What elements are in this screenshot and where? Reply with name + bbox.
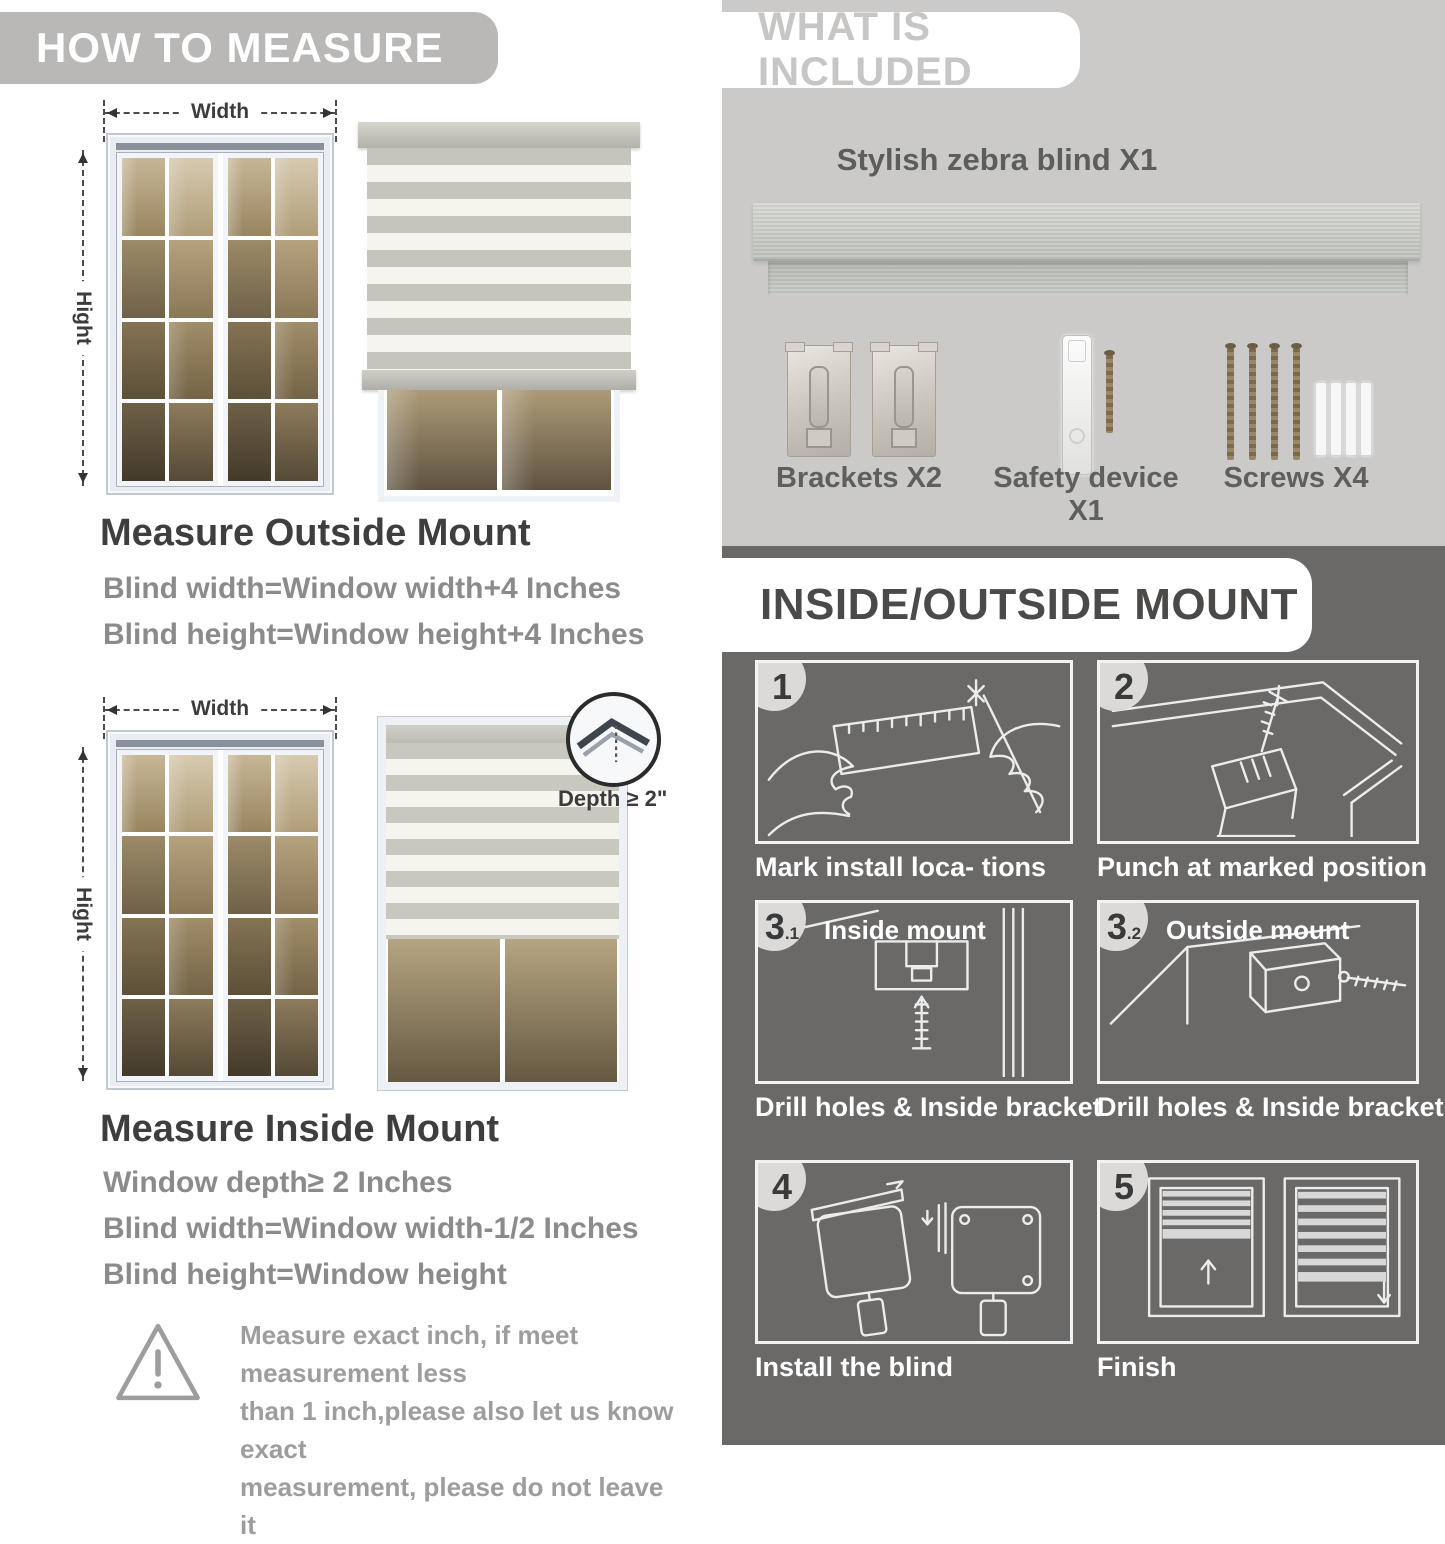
step-caption-3-2: Drill holes & Inside bracket: [1097, 1092, 1444, 1122]
step-panel-title: Outside mount: [1166, 915, 1350, 945]
arrow-up-icon: [78, 148, 88, 163]
how-to-measure-title: HOW TO MEASURE: [36, 24, 444, 71]
step-panel-title: Inside mount: [824, 915, 986, 945]
what-is-included-title: WHAT IS INCLUDED: [758, 5, 973, 94]
depth-magnifier-icon: [566, 692, 661, 787]
window-below-blind: [378, 390, 620, 502]
step-panel-1: [755, 660, 1073, 844]
what-is-included-banner: [722, 5, 1080, 94]
blind-headrail-product: [753, 203, 1420, 261]
step-number-badge: 2: [1097, 660, 1148, 711]
anchor-item-2: [1330, 382, 1342, 456]
bracket-item-1: [787, 345, 851, 457]
screws-label: Screws X4: [1223, 462, 1369, 494]
how-to-measure-banner: [0, 12, 498, 84]
mount-steps-section: [722, 546, 1445, 1445]
width-label: Width: [181, 697, 259, 721]
step-panel-3-1: [755, 900, 1073, 1084]
safety-device-label: Safety device X1: [993, 462, 1179, 527]
step1-mark-illustration: [762, 667, 1066, 837]
safety-device-item: [1062, 335, 1092, 475]
brackets-label: Brackets X2: [775, 462, 943, 494]
step-panel-5: [1097, 1160, 1419, 1344]
window-sash-left: [117, 153, 218, 486]
step-number-badge: 1: [755, 660, 806, 711]
anchor-item-4: [1360, 382, 1372, 456]
step-caption-2: Punch at marked position: [1097, 852, 1428, 882]
window-sash-right: [223, 750, 324, 1081]
blind-bottomrail: [362, 370, 636, 390]
arrow-down-icon: [78, 1068, 88, 1083]
window-below-blind: [386, 939, 619, 1082]
blind-headrail: [358, 122, 640, 148]
inside-mount-line3: Blind height=Window height: [103, 1258, 507, 1291]
safety-screw-item: [1106, 355, 1113, 433]
bracket-item-2: [872, 345, 936, 457]
step5-finish-illustration: [1104, 1167, 1412, 1337]
inside-mount-line1: Window depth≥ 2 Inches: [103, 1166, 453, 1199]
window-illustration-outside: [106, 133, 334, 495]
outside-mount-line2: Blind height=Window height+4 Inches: [103, 618, 645, 651]
step-panel-2: [1097, 660, 1419, 844]
what-is-included-section: [722, 0, 1445, 546]
anchor-item-1: [1315, 382, 1327, 456]
blind-roll-product: [768, 261, 1408, 295]
window-sash-right: [223, 153, 324, 486]
inside-outside-mount-title: INSIDE/OUTSIDE MOUNT: [760, 580, 1299, 629]
step4-install-illustration: [762, 1167, 1066, 1337]
window-top-frame: [116, 143, 324, 150]
depth-label: Depth ≥ 2": [558, 786, 668, 811]
screw-item-3: [1271, 348, 1278, 460]
inside-mount-line2: Blind width=Window width-1/2 Inches: [103, 1212, 639, 1245]
warning-triangle-icon: [112, 1318, 204, 1406]
window-sash-left: [117, 750, 218, 1081]
step-caption-1: Mark install loca- tions: [755, 852, 1047, 882]
warning-text: Measure exact inch, if meet measurement less than 1 inch,please also let us know exact measurement, please do not leave it: [240, 1320, 674, 1540]
height-label: Hight: [71, 877, 95, 951]
arrow-up-icon: [78, 745, 88, 760]
width-measure-arrow-inside: [104, 697, 336, 720]
screw-item-4: [1293, 348, 1300, 460]
inside-mount-title: Measure Inside Mount: [100, 1108, 500, 1150]
product-label: Stylish zebra blind X1: [836, 142, 1158, 177]
height-label: Hight: [71, 281, 95, 355]
step-number-badge: 4: [755, 1160, 806, 1211]
outside-mount-title: Measure Outside Mount: [100, 512, 531, 554]
width-label: Width: [181, 100, 259, 124]
anchor-item-3: [1345, 382, 1357, 456]
inside-outside-mount-banner: [722, 558, 1312, 652]
blind-stripes: [367, 148, 631, 370]
window-glass: [116, 152, 324, 487]
outside-mount-line1: Blind width=Window width+4 Inches: [103, 572, 622, 605]
step-number-badge: 3 .1: [755, 900, 806, 951]
step-panel-3-2: [1097, 900, 1419, 1084]
screw-item-1: [1227, 348, 1234, 460]
step-panel-4: [755, 1160, 1073, 1344]
step-caption-4: Install the blind: [755, 1352, 954, 1382]
window-illustration-inside: [106, 730, 334, 1090]
step-caption-3-1: Drill holes & Inside bracket: [755, 1092, 1102, 1122]
step-caption-5: Finish: [1097, 1352, 1177, 1382]
frame-corner-detail: [570, 696, 657, 783]
height-measure-arrow-outside: [72, 150, 95, 486]
width-measure-arrow-outside: [104, 100, 336, 123]
zebra-blind-illustration-outside: [358, 122, 640, 497]
step-number-badge: 3 .2: [1097, 900, 1148, 951]
step2-drill-illustration: [1104, 667, 1412, 837]
screw-item-2: [1249, 348, 1256, 460]
arrow-down-icon: [78, 473, 88, 488]
step-number-badge: 5: [1097, 1160, 1148, 1211]
height-measure-arrow-inside: [72, 747, 95, 1081]
